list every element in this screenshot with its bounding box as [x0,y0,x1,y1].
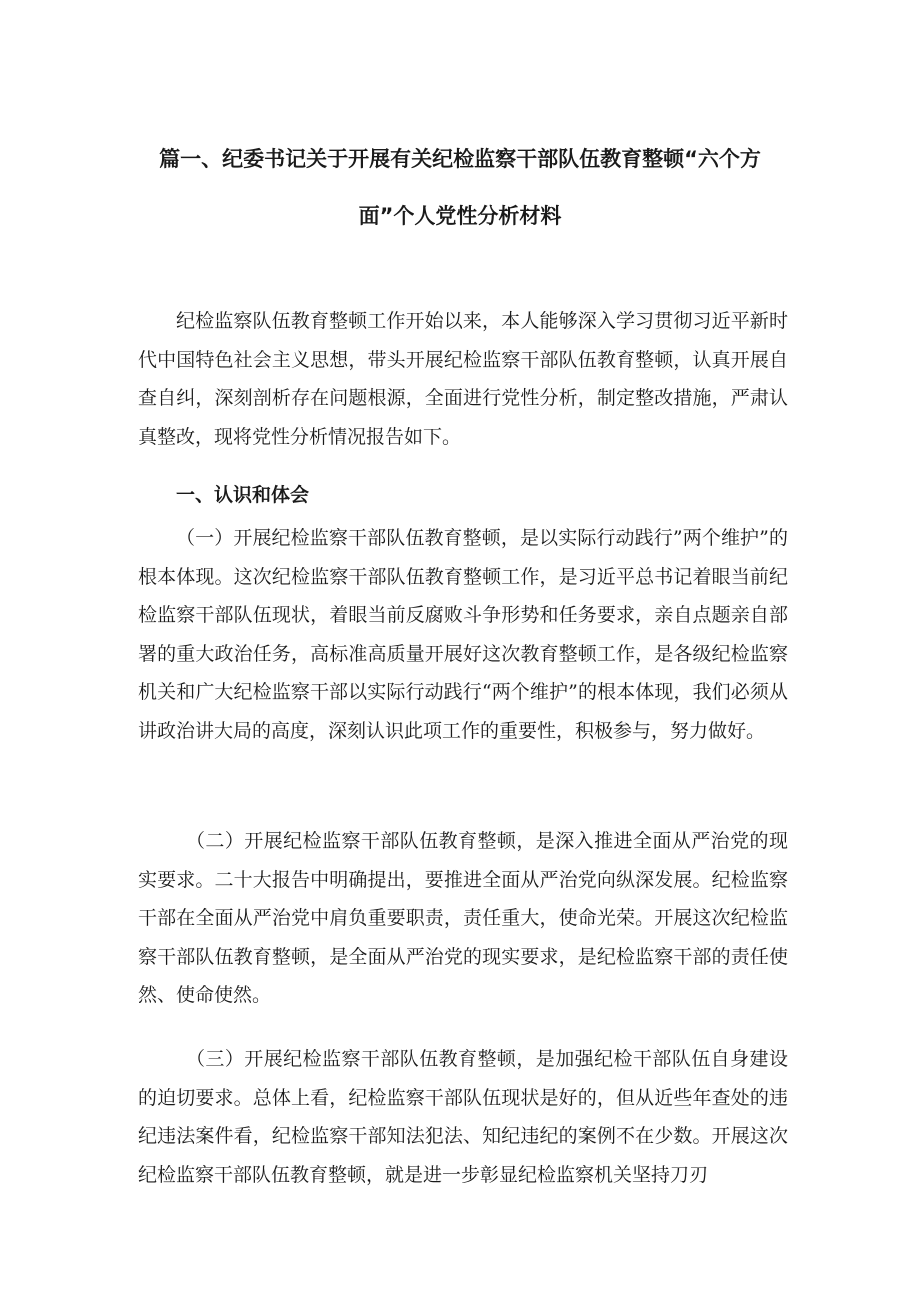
paragraph-1: （一）开展纪检监察干部队伍教育整顿，是以实际行动践行”两个维护”的根本体现。这次纪检监察干部队伍教育整顿工作，是习近平总书记着眼当前纪检监察干部队伍现状，着眼当前反腐败斗争形势和任务要求，亲自点题亲自部署的重大政治任务，高标准高质量开展好这次教育整顿工作，是各级纪检监察机关和广大纪检监察干部以实际行动践行“两个维护”的根本体现，我们必须从讲政治讲大局的高度，深刻认识此项工作的重要性，积极参与，努力做好。 [138,527,788,742]
paragraph-3: （三）开展纪检监察干部队伍教育整顿，是加强纪检干部队伍自身建设的迫切要求。总体上看，纪检监察干部队伍现状是好的，但从近些年查处的违纪违法案件看，纪检监察干部知法犯法、知纪违纪的案例不在少数。开展这次纪检监察干部队伍教育整顿，就是进一步彰显纪检监察机关坚持刀刃 [138,1048,788,1186]
intro-paragraph: 纪检监察队伍教育整顿工作开始以来，本人能够深入学习贯彻习近平新时代中国特色社会主义思想，带头开展纪检监察干部队伍教育整顿，认真开展自查自纠，深刻剖析存在问题根源，全面进行党性分析，制定整改措施，严肃认真整改，现将党性分析情况报告如下。 [138,310,788,448]
section-heading-1: 一、认识和体会 [176,484,310,506]
document-title-line-1: 篇一、纪委书记关于开展有关纪检监察干部队伍教育整顿“六个方 [159,147,761,171]
document-title-line-2: 面”个人党性分析材料 [358,204,562,228]
paragraph-2: （二）开展纪检监察干部队伍教育整顿，是深入推进全面从严治党的现实要求。二十大报告中明确提出，要推进全面从严治党向纵深发展。纪检监察干部在全面从严治党中肩负重要职责，责任重大，使命光荣。开展这次纪检监察干部队伍教育整顿，是全面从严治党的现实要求，是纪检监察干部的责任使然、使命使然。 [138,830,788,1007]
